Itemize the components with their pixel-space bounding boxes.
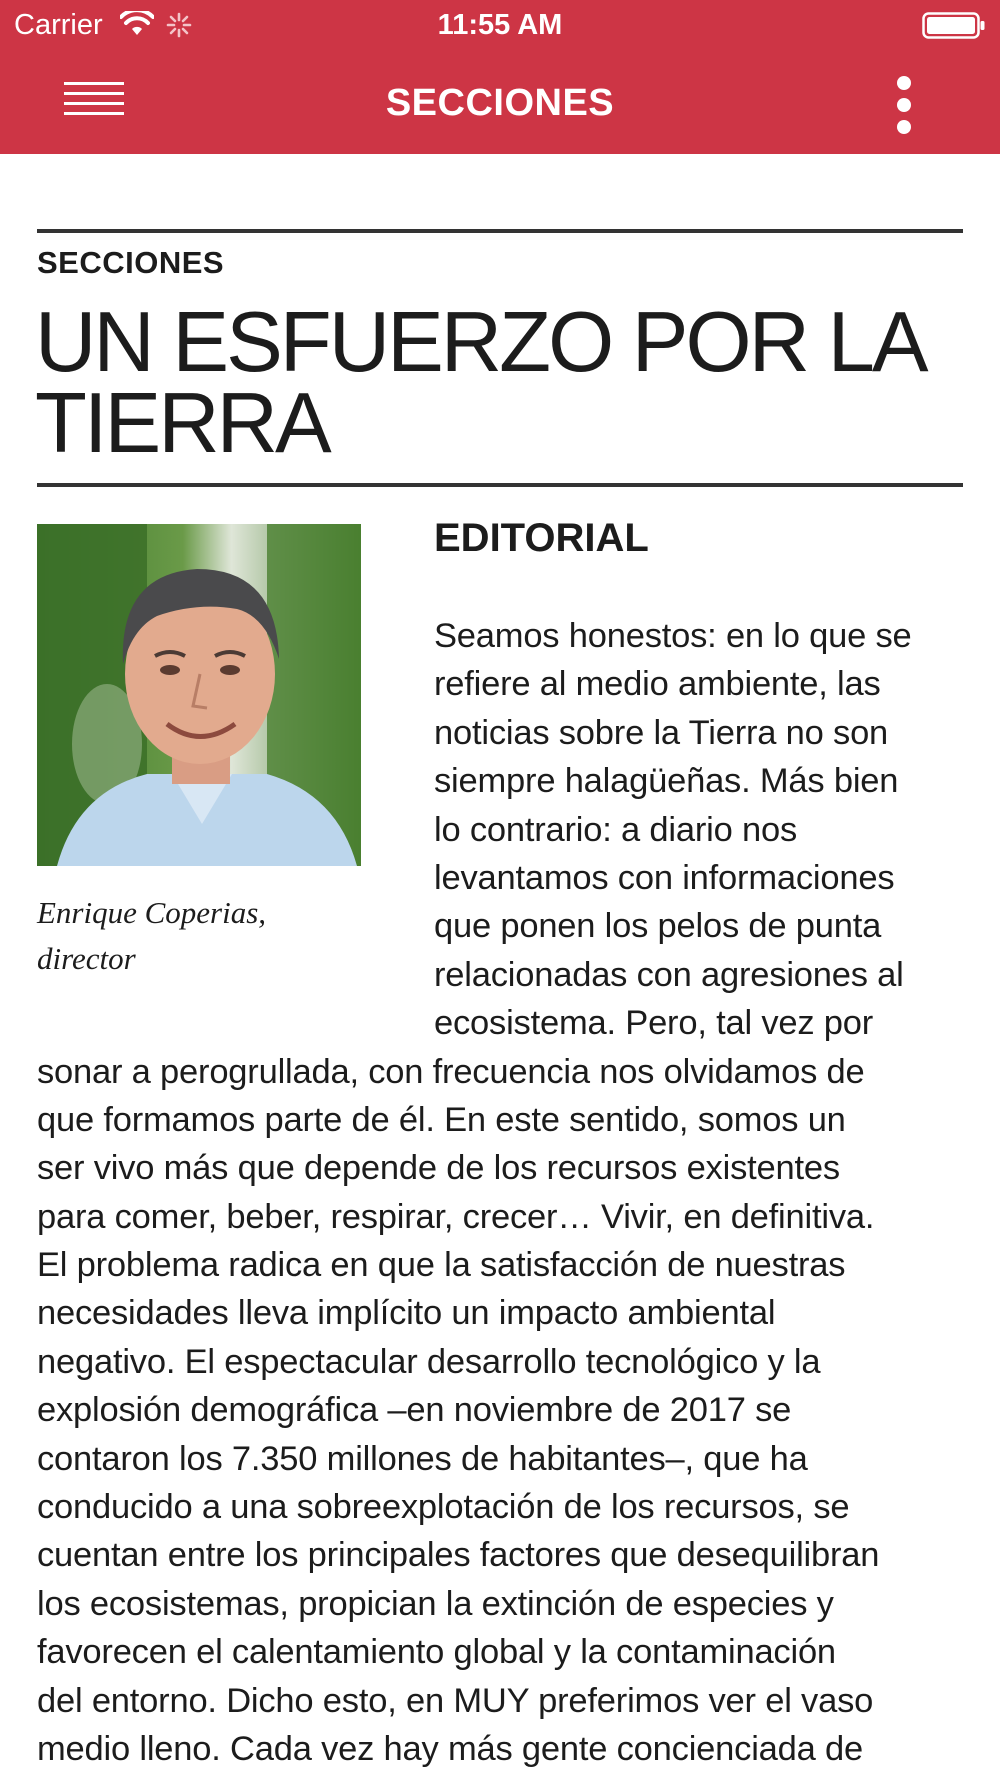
- caption-line: director: [37, 941, 136, 976]
- body-line: relacionadas con agresiones al: [434, 955, 904, 994]
- body-line: ser vivo más que depende de los recursos existentes: [37, 1149, 840, 1188]
- article-body: [37, 612, 977, 1773]
- editorial-label: EDITORIAL: [434, 516, 649, 560]
- status-bar: [0, 0, 1000, 52]
- body-line: del entorno. Dicho esto, en MUY preferimos ver el vaso: [37, 1681, 874, 1720]
- headline-line: TIERRA: [35, 376, 329, 471]
- body-line: para comer, beber, respirar, crecer… Vivir, en definitiva.: [37, 1197, 875, 1236]
- body-line: lo contrario: a diario nos: [434, 810, 797, 849]
- app-bar-title: SECCIONES: [385, 82, 615, 124]
- body-line: refiere al medio ambiente, las: [434, 665, 881, 704]
- hamburger-menu-icon[interactable]: [52, 70, 134, 136]
- app-bar: [0, 52, 1000, 154]
- section-kicker: SECCIONES: [37, 245, 225, 280]
- body-line: contaron los 7.350 millones de habitantes–, que ha: [37, 1439, 808, 1478]
- body-line: El problema radica en que la satisfacción de nuestras: [37, 1246, 846, 1285]
- body-line: Seamos honestos: en lo que se: [434, 617, 912, 655]
- body-line: ecosistema. Pero, tal vez por: [434, 1004, 874, 1043]
- body-line: noticias sobre la Tierra no son: [434, 713, 889, 752]
- caption-line: Enrique Coperias,: [37, 895, 267, 930]
- body-line: siempre halagüeñas. Más bien: [434, 762, 899, 801]
- body-line: que ponen los pelos de punta: [434, 907, 882, 946]
- body-line: que formamos parte de él. En este sentido, somos un: [37, 1100, 846, 1139]
- body-line: sonar a perogrullada, con frecuencia nos olvidamos de: [37, 1052, 865, 1091]
- body-line: conducido a una sobreexplotación de los recursos, se: [37, 1488, 850, 1527]
- more-vertical-icon[interactable]: [876, 72, 932, 138]
- status-time: 11:55 AM: [437, 9, 563, 41]
- top-divider: [37, 229, 963, 233]
- body-line: favorecen el calentamiento global y la contaminación: [37, 1633, 836, 1672]
- body-line: explosión demográfica –en noviembre de 2017 se: [37, 1391, 792, 1430]
- carrier-label: Carrier: [14, 9, 103, 41]
- battery-icon: [922, 12, 986, 45]
- body-line: negativo. El espectacular desarrollo tecnológico y la: [37, 1342, 821, 1381]
- bottom-divider: [37, 483, 963, 487]
- body-line: necesidades lleva implícito un impacto ambiental: [37, 1294, 776, 1333]
- body-line: cuentan entre los principales factores que desequilibran: [37, 1536, 880, 1575]
- body-line: levantamos con informaciones: [434, 858, 895, 897]
- article-headline: [35, 295, 965, 471]
- body-line: medio lleno. Cada vez hay más gente concienciada de: [37, 1729, 863, 1768]
- headline-line: UN ESFUERZO POR LA: [35, 295, 926, 390]
- body-line: los ecosistemas, propician la extinción de especies y: [37, 1584, 834, 1623]
